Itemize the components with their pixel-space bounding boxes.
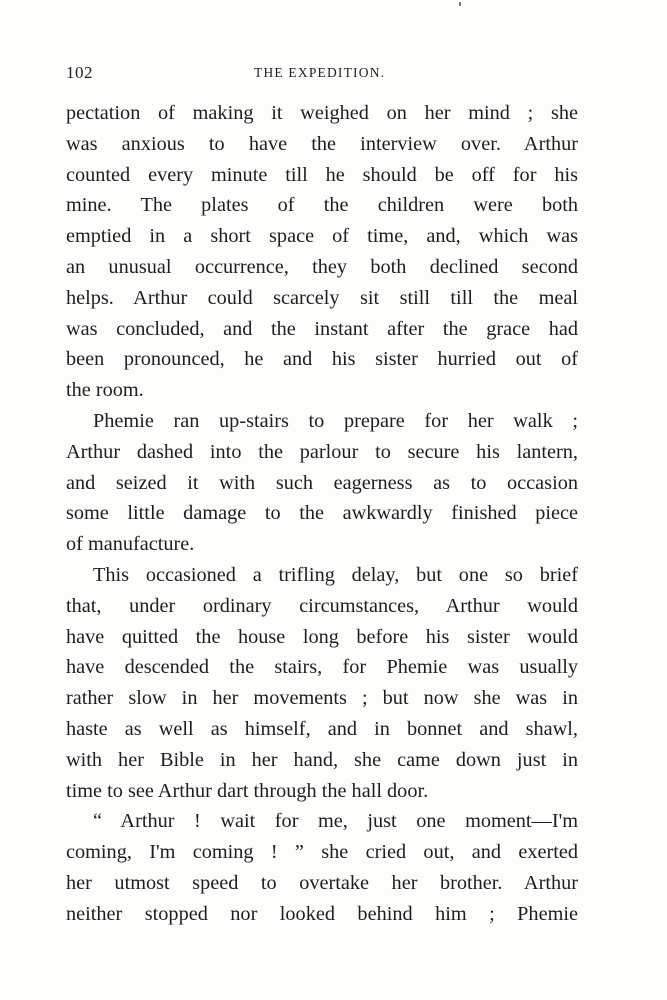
text-line: was concluded, and the instant after the grace had	[66, 317, 578, 340]
text-line: that, under ordinary circumstances, Arthur would	[66, 594, 578, 617]
text-line: an unusual occurrence, they both declined second	[66, 255, 578, 278]
text-line: neither stopped nor looked behind him ; Phemie	[66, 902, 578, 925]
text-line: with her Bible in her hand, she came down just in	[66, 748, 578, 771]
text-line: emptied in a short space of time, and, which was	[66, 225, 578, 248]
text-line: counted every minute till he should be off for his	[66, 163, 578, 186]
text-line: helps. Arthur could scarcely sit still till the meal	[66, 286, 578, 309]
text-line: haste as well as himself, and in bonnet and shawl,	[66, 717, 578, 740]
text-line: This occasioned a trifling delay, but one so brief	[93, 563, 578, 586]
text-line: have descended the stairs, for Phemie was usually	[66, 656, 578, 679]
page-number: 102	[66, 63, 93, 82]
text-line: Phemie ran up-stairs to prepare for her walk ;	[93, 409, 578, 432]
text-line: some little damage to the awkwardly finished piece	[66, 502, 578, 525]
body-text	[66, 98, 578, 930]
text-line: have quitted the house long before his sister would	[66, 625, 578, 648]
text-line: and seized it with such eagerness as to occasion	[66, 471, 578, 494]
text-line: pectation of making it weighed on her mind ; she	[66, 102, 578, 124]
running-head: THE EXPEDITION.	[254, 65, 386, 80]
text-line: mine. The plates of the children were both	[66, 194, 578, 217]
page-header	[66, 63, 582, 87]
text-line: “ Arthur ! wait for me, just one moment—I'm	[93, 810, 578, 833]
text-line: coming, I'm coming ! ” she cried out, and exerted	[66, 841, 578, 864]
print-speck	[459, 2, 461, 6]
text-line: was anxious to have the interview over. Arthur	[66, 132, 578, 155]
text-line: of manufacture.	[66, 533, 195, 556]
text-line: Arthur dashed into the parlour to secure his lantern,	[66, 440, 578, 463]
text-line: her utmost speed to overtake her brother. Arthur	[66, 871, 578, 894]
text-line: been pronounced, he and his sister hurried out of	[66, 348, 578, 371]
text-line: rather slow in her movements ; but now she was in	[66, 687, 578, 710]
text-line: the room.	[66, 379, 144, 402]
text-line: time to see Arthur dart through the hall door.	[66, 779, 429, 802]
